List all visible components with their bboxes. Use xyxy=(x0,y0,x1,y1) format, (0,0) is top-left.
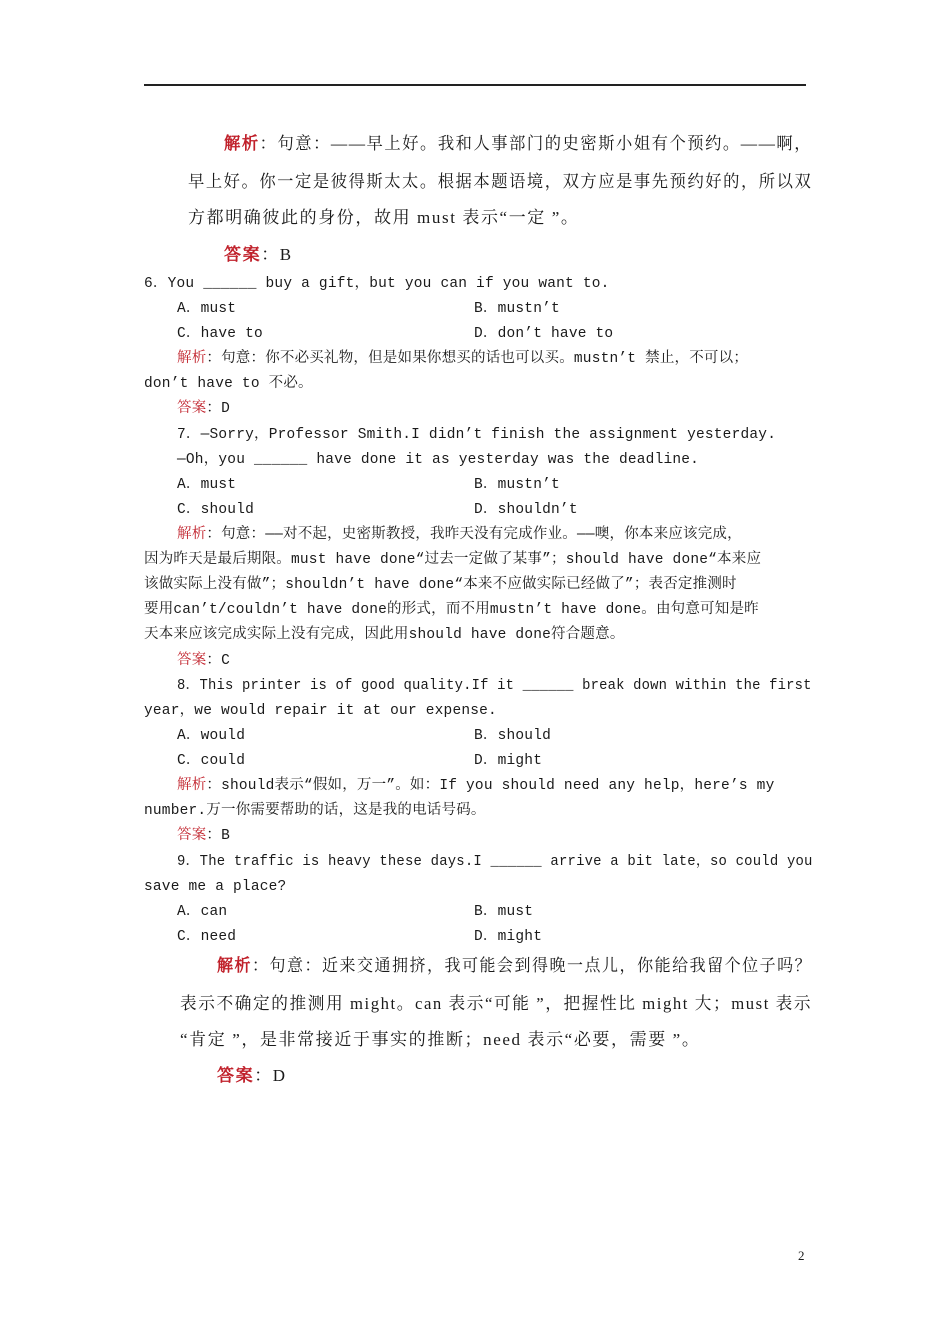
question-9-option-b: B．must xyxy=(474,904,534,920)
question-6-explanation-1: 解析：句意：你不必买礼物，但是如果你想买的话也可以买。mustn’t 禁止，不可以； xyxy=(177,351,749,367)
explanation-9-line-2: 表示不确定的推测用 might。can 表示“可能 ”，把握性比 might 大；must 表示 xyxy=(180,994,813,1013)
question-7-option-a: A．must xyxy=(177,477,237,493)
answer-5: 答案：B xyxy=(224,245,293,265)
question-7-explanation-3: 该做实际上没有做”；shouldn’t have done“本来不应做实际已经做了”；表否定推测时 xyxy=(144,577,737,593)
question-7-explanation-2: 因为昨天是最后期限。must have done“过去一定做了某事”；should have done“本来应 xyxy=(144,552,762,568)
explanation-5-line-2: 早上好。你一定是彼得斯太太。根据本题语境，双方应是事先预约好的，所以双 xyxy=(188,172,813,191)
question-6-option-c: C．have to xyxy=(177,326,263,342)
question-8-option-b: B．should xyxy=(474,728,552,744)
question-6-explanation-2: don’t have to 不必。 xyxy=(144,376,313,392)
question-9-option-c: C．need xyxy=(177,929,237,945)
question-7-answer: 答案：C xyxy=(177,653,231,669)
question-8-stem-1: 8．This printer is of good quality.If it ______ break down within the first xyxy=(177,678,812,694)
question-7-stem-2: —Oh，you ______ have done it as yesterday was the deadline. xyxy=(177,452,700,468)
question-9-option-d: D．might xyxy=(474,929,543,945)
header-rule xyxy=(144,84,806,86)
question-6-option-a: A．must xyxy=(177,301,237,317)
question-8-stem-2: year，we would repair it at our expense. xyxy=(144,703,497,719)
page-number: 2 xyxy=(798,1248,805,1263)
explanation-5-line-1: 解析：句意：——早上好。我和人事部门的史密斯小姐有个预约。——啊， xyxy=(224,134,813,154)
question-6-stem: 6．You ______ buy a gift，but you can if you want to. xyxy=(144,276,610,292)
question-8-explanation-1: 解析：should表示“假如，万一”。如：If you should need any help，here’s my xyxy=(177,778,775,794)
question-7-explanation-1: 解析：句意：——对不起，史密斯教授，我昨天没有完成作业。——噢，你本来应该完成， xyxy=(177,527,742,543)
question-7-stem-1: 7．—Sorry，Professor Smith.I didn’t finish the assignment yesterday. xyxy=(177,427,777,443)
question-6-option-b: B．mustn’t xyxy=(474,301,560,317)
explanation-9-line-3: “肯定 ”，是非常接近于事实的推断；need 表示“必要，需要 ”。 xyxy=(180,1030,701,1049)
question-7-option-d: D．shouldn’t xyxy=(474,502,578,518)
question-7-explanation-4: 要用can’t/couldn’t have done的形式，而不用mustn’t have done。由句意可知是昨 xyxy=(144,602,759,618)
question-9-option-a: A．can xyxy=(177,904,228,920)
explanation-9-line-1: 解析：句意：近来交通拥挤，我可能会到得晚一点儿，你能给我留个位子吗？ xyxy=(217,956,813,976)
question-7-explanation-5: 天本来应该完成实际上没有完成，因此用should have done符合题意。 xyxy=(144,627,625,643)
answer-9: 答案：D xyxy=(217,1066,287,1086)
question-8-option-a: A．would xyxy=(177,728,246,744)
explanation-5-line-3: 方都明确彼此的身份，故用 must 表示“一定 ”。 xyxy=(188,208,580,227)
question-6-option-d: D．don’t have to xyxy=(474,326,614,342)
question-9-stem-2: save me a place? xyxy=(144,879,287,895)
question-7-option-b: B．mustn’t xyxy=(474,477,560,493)
question-8-answer: 答案：B xyxy=(177,828,231,844)
question-7-option-c: C．should xyxy=(177,502,255,518)
question-8-explanation-2: number.万一你需要帮助的话，这是我的电话号码。 xyxy=(144,803,486,819)
question-6-answer: 答案：D xyxy=(177,401,231,417)
question-8-option-d: D．might xyxy=(474,753,543,769)
question-9-stem-1: 9．The traffic is heavy these days.I ______ arrive a bit late，so could you xyxy=(177,854,813,870)
question-8-option-c: C．could xyxy=(177,753,246,769)
